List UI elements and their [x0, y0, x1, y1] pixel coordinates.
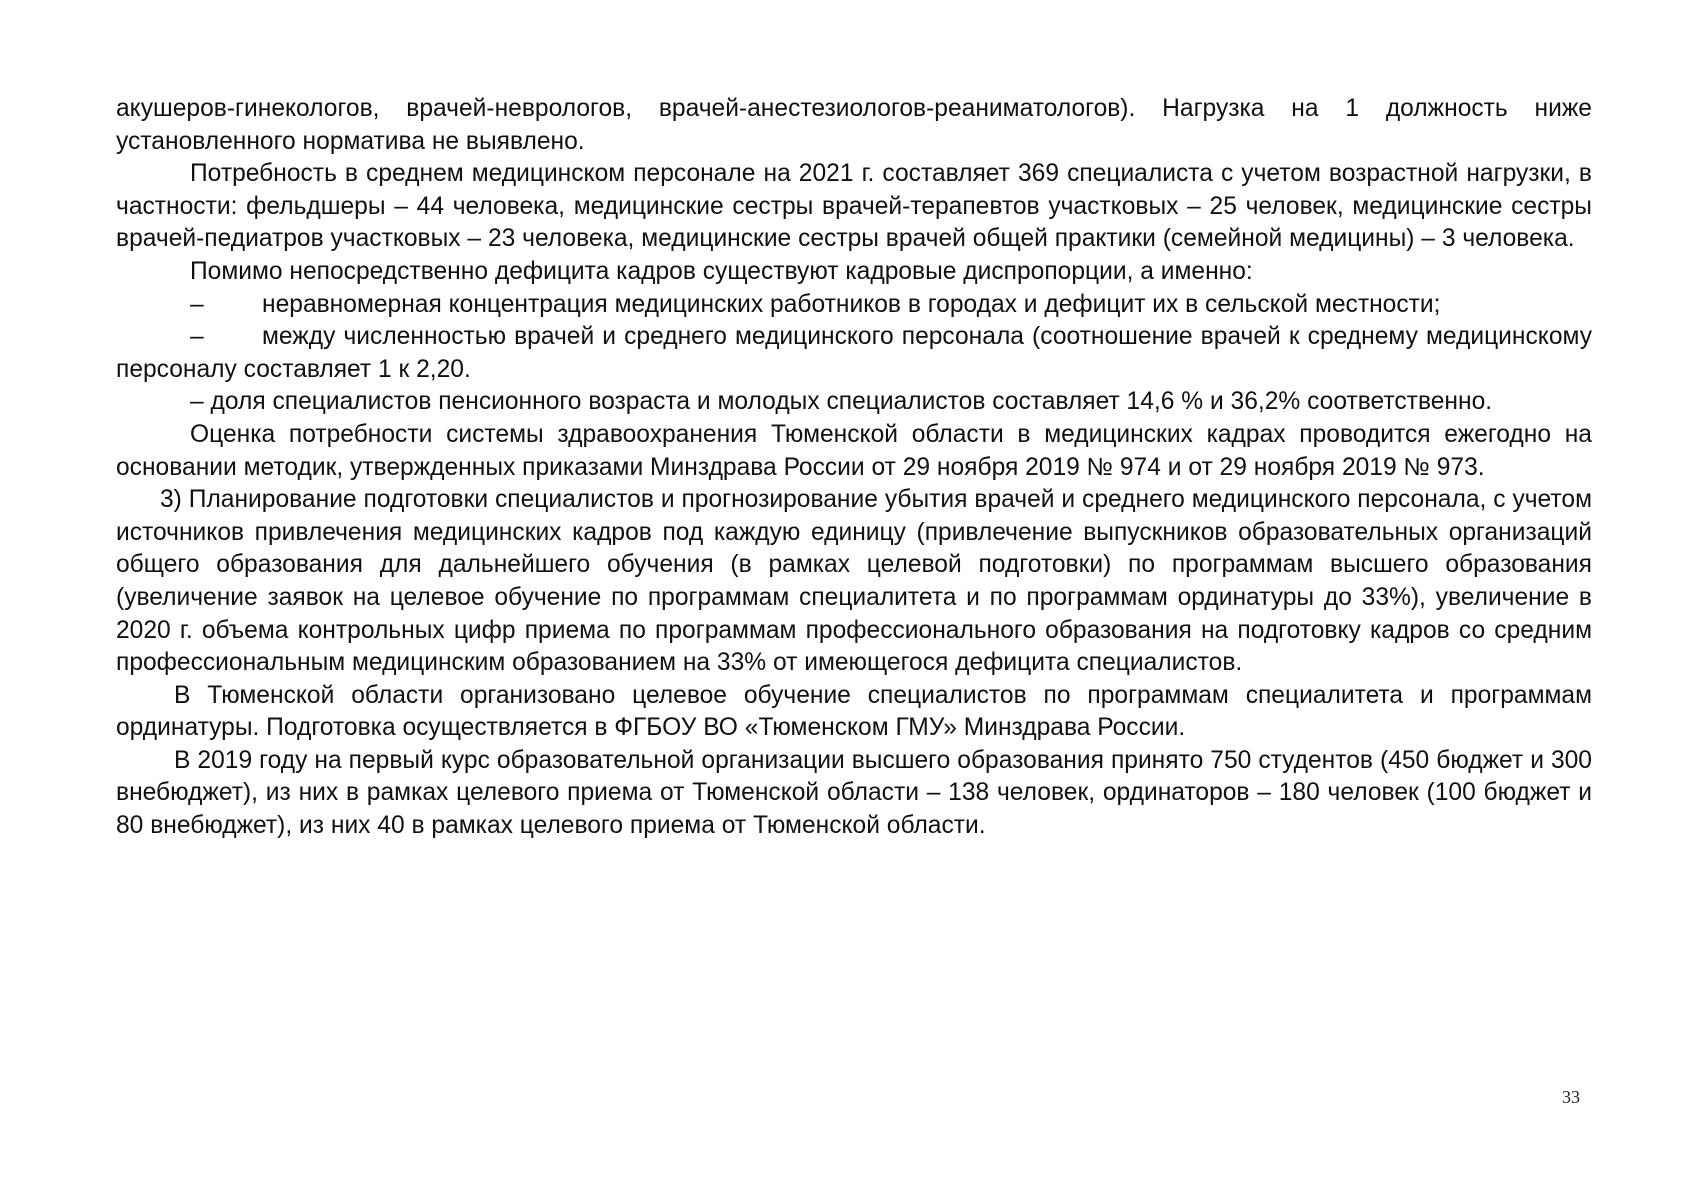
paragraph-staff-need: Потребность в среднем медицинском персонале на 2021 г. составляет 369 специалиста с учетом возрастной нагрузки, в частности: фельдшеры – 44 человека, медицинские сестры врачей-терапевтов участковых – 25 человек, медицинские сестры врачей-педиатров участковых – 23 человека, медицинские сестры врачей общей практики (семейной медицины) – 3 человека. — [116, 160, 1592, 253]
document-body — [116, 93, 1592, 843]
paragraph-admission-2019: В 2019 году на первый курс образовательной организации высшего образования принято 750 студентов (450 бюджет и 300 внебюджет), из них в рамках целевого приема от Тюменской области – 138 человек, ординаторов – 180 человек (100 бюджет и 80 внебюджет), из них 40 в рамках целевого приема от Тюменской области. — [116, 746, 1592, 840]
paragraph-targeted-training: В Тюменской области организовано целевое обучение специалистов по программам специалитета и программам ординатуры. Подготовка осуществляется в ФГБОУ ВО «Тюменском ГМУ» Минздрава России. — [116, 681, 1592, 742]
list-item-uneven-concentration — [116, 289, 1592, 322]
list-dash: – — [190, 290, 204, 318]
page-number: 33 — [1562, 1087, 1580, 1107]
list-dash: – — [190, 323, 204, 351]
list-item-text: неравномерная концентрация медицинских работников в городах и дефицит их в сельской местности; — [262, 290, 1441, 318]
list-item-ratio — [116, 321, 1592, 386]
paragraph-disproportions-intro: Помимо непосредственно дефицита кадров существуют кадровые диспропорции, а именно: — [190, 257, 1253, 285]
list-item-text: между численностью врачей и среднего медицинского персонала (соотношение врачей к среднему медицинскому персоналу составляет 1 к 2,20. — [116, 323, 1592, 383]
paragraph-assessment: Оценка потребности системы здравоохранения Тюменской области в медицинских кадрах проводится ежегодно на основании методик, утвержденных приказами Минздрава России от 29 ноября 2019 № 974 и от 29 ноября 2019 № 973. — [116, 420, 1592, 481]
paragraph-planning: 3) Планирование подготовки специалистов и прогнозирование убытия врачей и среднего медицинского персонала, с учетом источников привлечения медицинских кадров под каждую единицу (привлечение выпускников образовательных организаций общего образования для дальнейшего обучения (в рамках целевой подготовки) по программам высшего образования (увеличение заявок на целевое обучение по программам специалитета и по программам ординатуры до 33%), увеличение в 2020 г. объема контрольных цифр приема по программам профессионального образования на подготовку кадров со средним профессиональным медицинским образованием на 33% от имеющегося дефицита специалистов. — [116, 486, 1592, 677]
paragraph-continuation: акушеров-гинекологов, врачей-неврологов, врачей-анестезиологов-реаниматологов). Нагрузка на 1 должность ниже установленного норматива не выявлено. — [116, 95, 1592, 155]
list-item-age-share: – доля специалистов пенсионного возраста и молодых специалистов составляет 14,6 % и 36,2% соответственно. — [190, 388, 1493, 416]
